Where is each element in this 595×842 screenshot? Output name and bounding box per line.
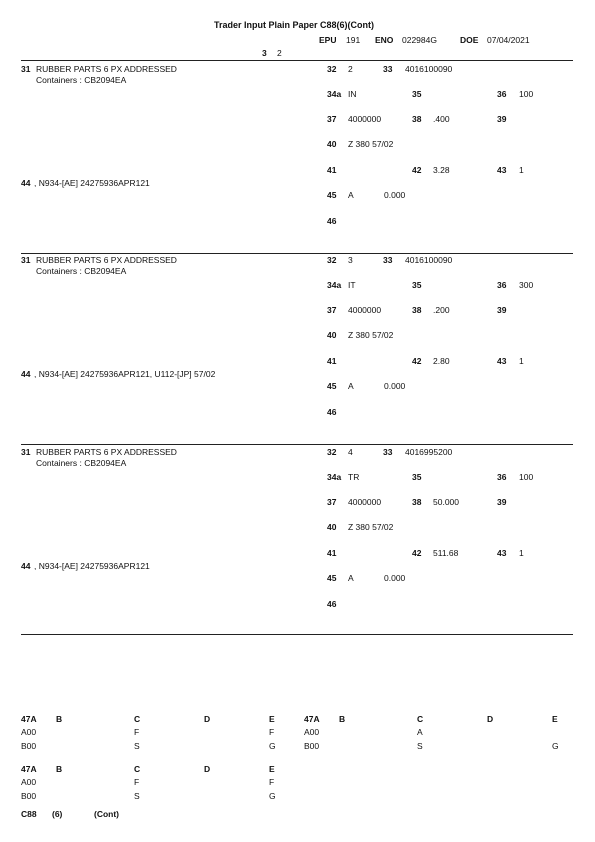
item-box46-label: 46 (327, 216, 337, 226)
item-box38: .200 (433, 305, 450, 315)
item-box34a: IN (348, 89, 357, 99)
box47-header: D (487, 714, 494, 724)
item-box37: 4000000 (348, 114, 382, 124)
item-box42-label: 42 (412, 165, 422, 175)
item-box46-label: 46 (327, 599, 337, 609)
footer-cont: (Cont) (94, 809, 120, 819)
item-box38-label: 38 (412, 114, 422, 124)
item-box45-a: A (348, 381, 354, 391)
box47-header: B (56, 714, 63, 724)
item-box42-label: 42 (412, 548, 422, 558)
item-box41-label: 41 (327, 165, 337, 175)
item-box42: 3.28 (433, 165, 450, 175)
item-box37: 4000000 (348, 305, 382, 315)
item-box35-label: 35 (412, 472, 422, 482)
doe-value: 07/04/2021 (487, 35, 530, 45)
item-box43: 1 (519, 548, 524, 558)
item-box32-label: 32 (327, 447, 337, 457)
item-box34a-label: 34a (327, 472, 342, 482)
item-box33-label: 33 (383, 447, 393, 457)
item-box33-label: 33 (383, 255, 393, 265)
document-title: Trader Input Plain Paper C88(6)(Cont) (214, 20, 375, 30)
item-box34a-label: 34a (327, 89, 342, 99)
box47-cell: B00 (304, 741, 320, 751)
box47-header: C (134, 764, 141, 774)
item-box32-label: 32 (327, 64, 337, 74)
item-box44-label: 44 (21, 178, 31, 188)
box47-header: E (552, 714, 558, 724)
box47-cell: A00 (304, 727, 320, 737)
item-box37-label: 37 (327, 497, 337, 507)
item-box32: 3 (348, 255, 353, 265)
item-box39-label: 39 (497, 305, 507, 315)
box47-cell: F (269, 777, 275, 787)
item-box32: 2 (348, 64, 353, 74)
item-box37: 4000000 (348, 497, 382, 507)
item-box31-label: 31 (21, 447, 31, 457)
item-box40-label: 40 (327, 330, 337, 340)
box47-header: 47A (21, 764, 37, 774)
item-box33: 4016995200 (405, 447, 453, 457)
item-box32-label: 32 (327, 255, 337, 265)
item-containers: Containers : CB2094EA (36, 75, 127, 85)
item-box36-label: 36 (497, 472, 507, 482)
box47-cell: B00 (21, 741, 37, 751)
item-box34a-label: 34a (327, 280, 342, 290)
item-box35-label: 35 (412, 280, 422, 290)
item-containers: Containers : CB2094EA (36, 266, 127, 276)
item-description: RUBBER PARTS 6 PX ADDRESSED (36, 447, 177, 457)
item-box45-label: 45 (327, 381, 337, 391)
item-box38: .400 (433, 114, 450, 124)
item-box34a: IT (348, 280, 356, 290)
item-box33: 4016100090 (405, 64, 453, 74)
box47-cell: S (417, 741, 423, 751)
box47-cell: G (269, 741, 276, 751)
footer-form: C88 (21, 809, 37, 819)
item-box31-label: 31 (21, 64, 31, 74)
item-box33: 4016100090 (405, 255, 453, 265)
box47-cell: F (269, 727, 275, 737)
divider (21, 253, 573, 254)
item-box37-label: 37 (327, 305, 337, 315)
box47-cell: G (269, 791, 276, 801)
item-box44: , N934-[AE] 24275936APR121 (34, 178, 150, 188)
item-box35-label: 35 (412, 89, 422, 99)
item-box45-b: 0.000 (384, 573, 406, 583)
item-box39-label: 39 (497, 497, 507, 507)
item-description: RUBBER PARTS 6 PX ADDRESSED (36, 64, 177, 74)
item-box43-label: 43 (497, 165, 507, 175)
box47-cell: F (134, 777, 140, 787)
item-box45-b: 0.000 (384, 381, 406, 391)
item-box38-label: 38 (412, 497, 422, 507)
item-box32: 4 (348, 447, 353, 457)
item-box31-label: 31 (21, 255, 31, 265)
box47-header: E (269, 714, 275, 724)
item-box45-label: 45 (327, 573, 337, 583)
item-box45-a: A (348, 190, 354, 200)
item-box40: Z 380 57/02 (348, 522, 394, 532)
item-box36-label: 36 (497, 280, 507, 290)
item-box36-label: 36 (497, 89, 507, 99)
box47-cell: F (134, 727, 140, 737)
item-box40-label: 40 (327, 522, 337, 532)
item-box44-label: 44 (21, 561, 31, 571)
divider (21, 444, 573, 445)
item-box40: Z 380 57/02 (348, 139, 394, 149)
item-box36: 300 (519, 280, 534, 290)
box47-header: C (417, 714, 424, 724)
eno-value: 022984G (402, 35, 437, 45)
epu-value: 191 (346, 35, 361, 45)
box47-header: B (339, 714, 346, 724)
item-box39-label: 39 (497, 114, 507, 124)
box47-cell: A (417, 727, 423, 737)
item-box44-label: 44 (21, 369, 31, 379)
item-box42-label: 42 (412, 356, 422, 366)
box47-cell: S (134, 791, 140, 801)
item-box38: 50.000 (433, 497, 459, 507)
item-box36: 100 (519, 89, 534, 99)
box47-cell: A00 (21, 727, 37, 737)
item-box43-label: 43 (497, 548, 507, 558)
item-box33-label: 33 (383, 64, 393, 74)
box47-cell: A00 (21, 777, 37, 787)
divider (21, 634, 573, 635)
item-box46-label: 46 (327, 407, 337, 417)
item-box34a: TR (348, 472, 360, 482)
page-number: 3 (262, 48, 267, 58)
doe-label: DOE (460, 35, 479, 45)
box47-header: B (56, 764, 63, 774)
box47-header: E (269, 764, 275, 774)
item-box45-label: 45 (327, 190, 337, 200)
item-box43: 1 (519, 165, 524, 175)
item-box42: 2.80 (433, 356, 450, 366)
page-total: 2 (277, 48, 282, 58)
item-box42: 511.68 (433, 548, 459, 558)
divider (21, 60, 573, 61)
box47-cell: B00 (21, 791, 37, 801)
box47-header: D (204, 714, 211, 724)
box47-cell: G (552, 741, 559, 751)
item-box38-label: 38 (412, 305, 422, 315)
item-box40: Z 380 57/02 (348, 330, 394, 340)
box47-header: D (204, 764, 211, 774)
item-box45-b: 0.000 (384, 190, 406, 200)
item-box41-label: 41 (327, 356, 337, 366)
item-box41-label: 41 (327, 548, 337, 558)
box47-header: 47A (304, 714, 320, 724)
item-description: RUBBER PARTS 6 PX ADDRESSED (36, 255, 177, 265)
eno-label: ENO (375, 35, 394, 45)
box47-header: C (134, 714, 141, 724)
item-box36: 100 (519, 472, 534, 482)
item-box40-label: 40 (327, 139, 337, 149)
item-containers: Containers : CB2094EA (36, 458, 127, 468)
footer-copy: (6) (52, 809, 63, 819)
box47-cell: S (134, 741, 140, 751)
item-box45-a: A (348, 573, 354, 583)
item-box43: 1 (519, 356, 524, 366)
box47-header: 47A (21, 714, 37, 724)
item-box44: , N934-[AE] 24275936APR121 (34, 561, 150, 571)
item-box44: , N934-[AE] 24275936APR121, U112-[JP] 57/02 (34, 369, 216, 379)
item-box43-label: 43 (497, 356, 507, 366)
item-box37-label: 37 (327, 114, 337, 124)
epu-label: EPU (319, 35, 337, 45)
